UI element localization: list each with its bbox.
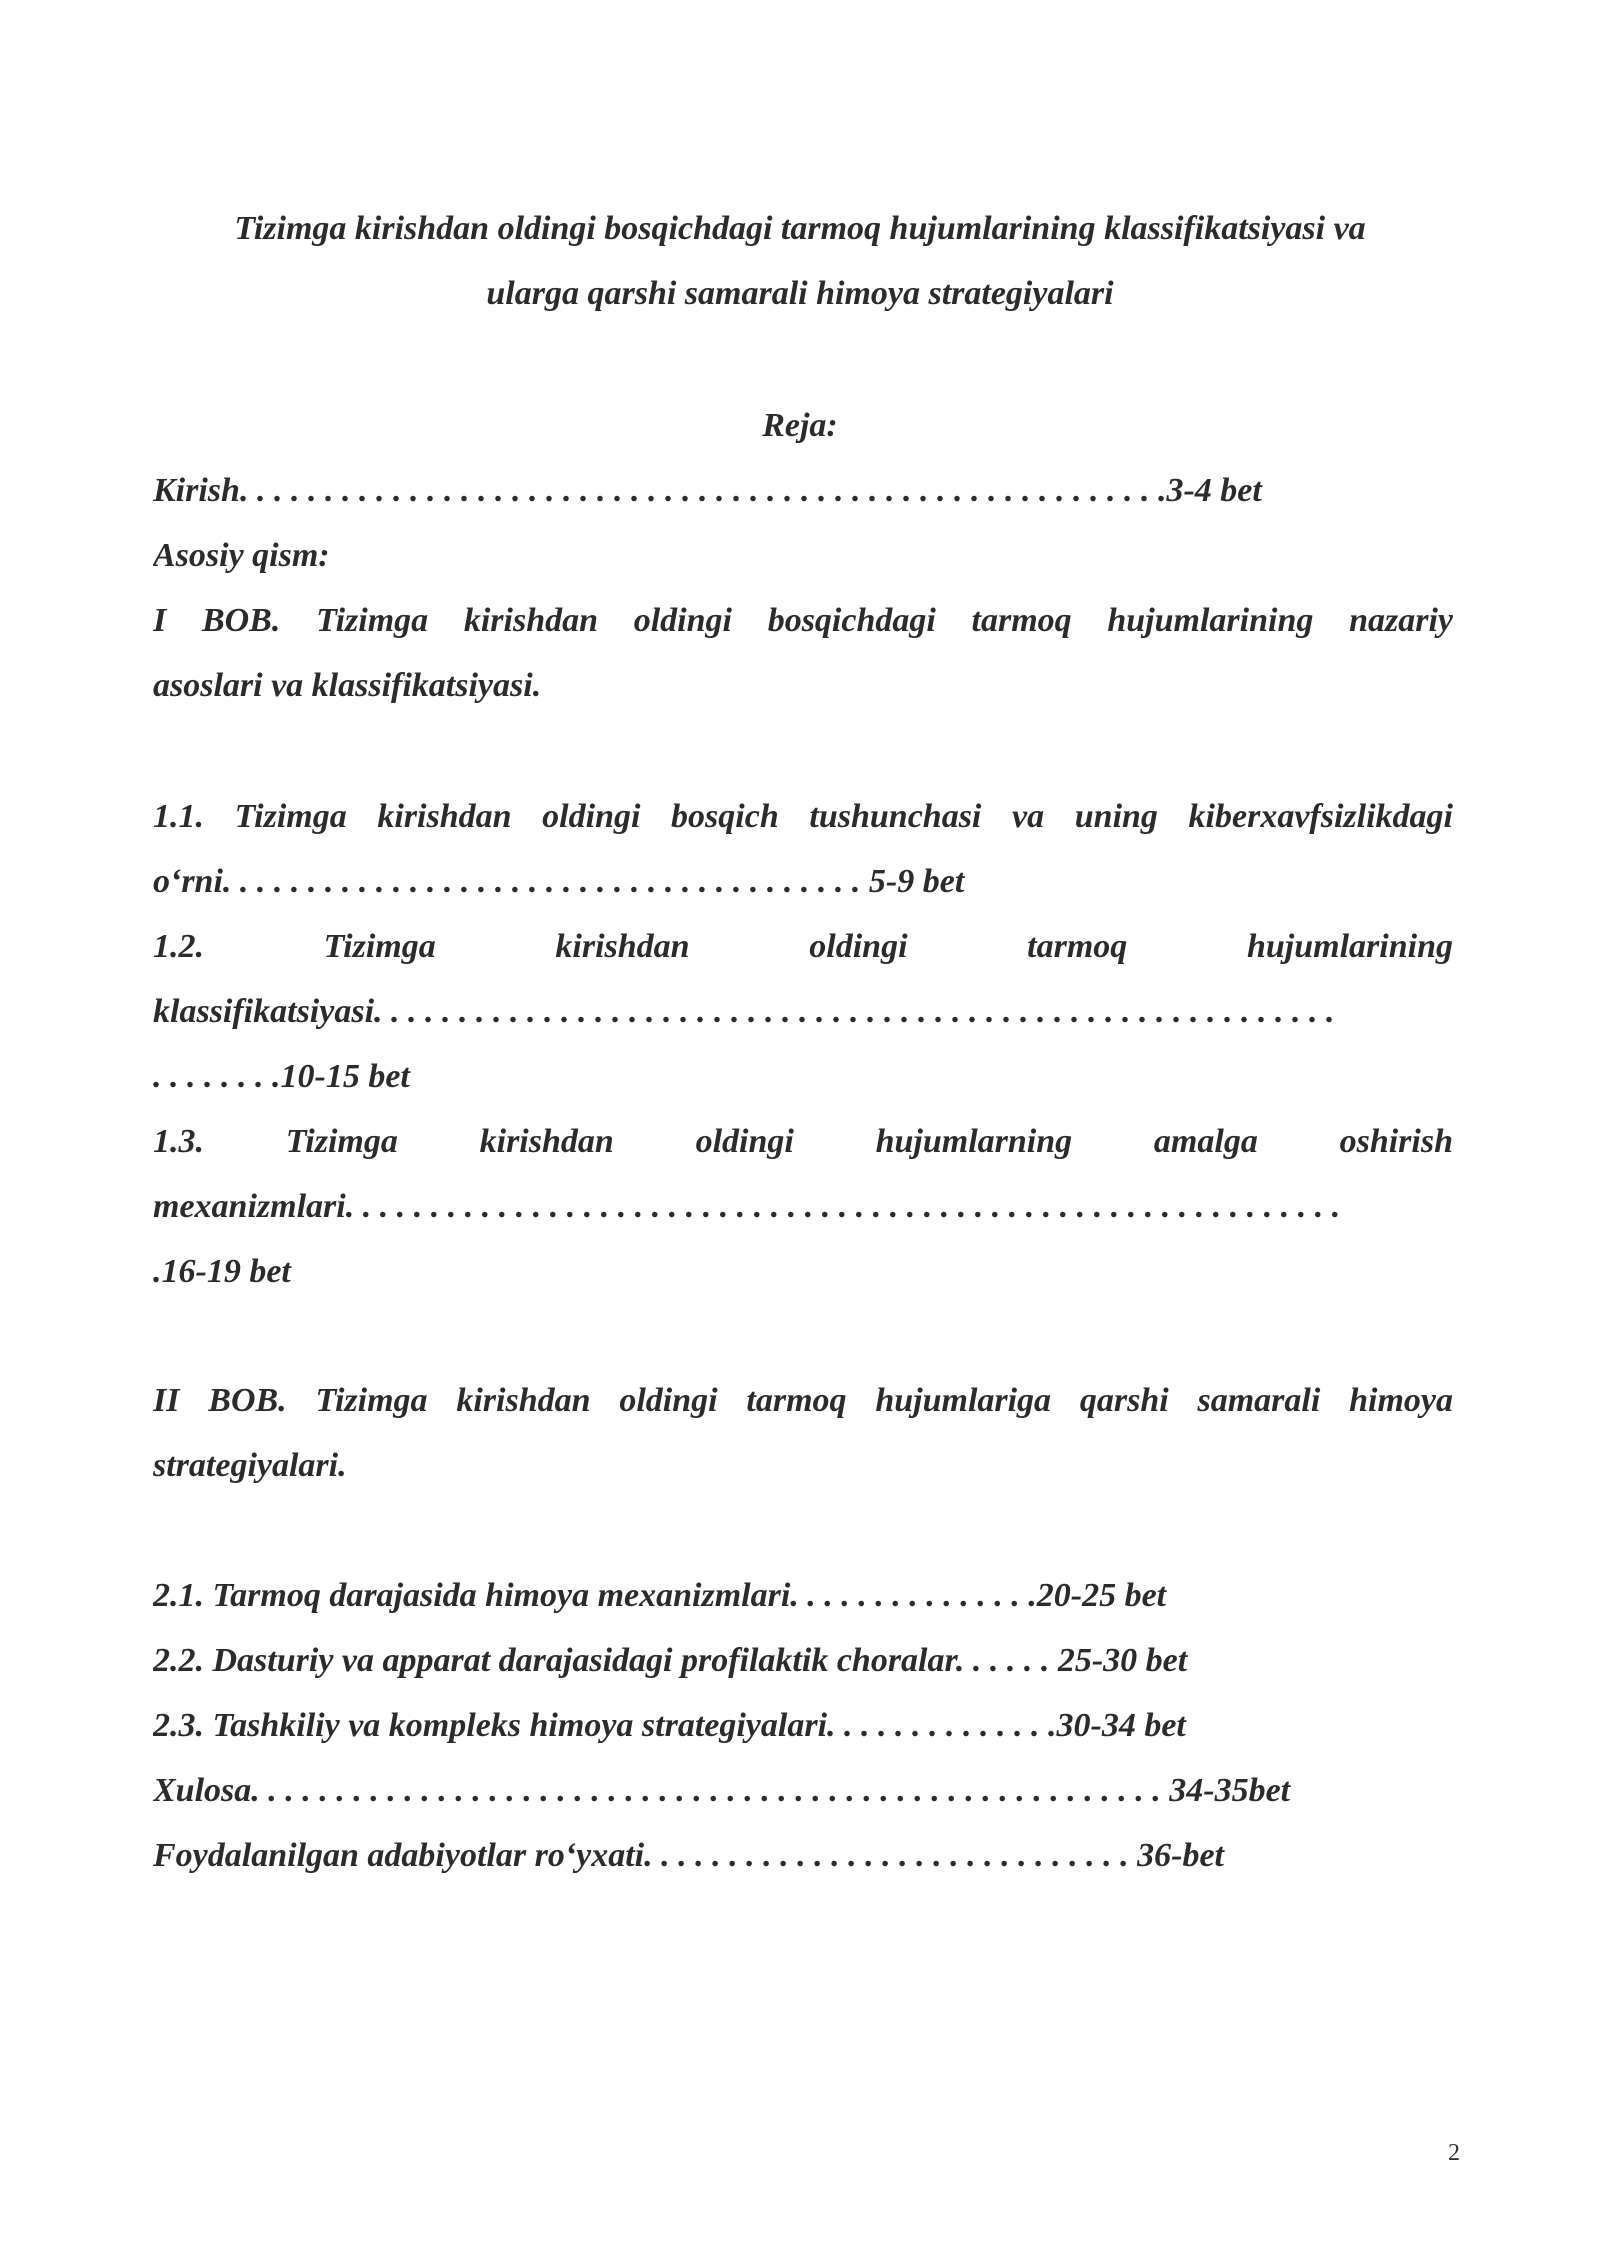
document-title [150,196,1450,326]
toc-entry-1-1-line2: o‘rni. . . . . . . . . . . . . . . . . . . . . . . . . . . . . . . . . . . . . . 5-9 bet [153,863,965,900]
toc-entry-1-3-line3: .16-19 bet [153,1253,291,1290]
toc-entry-xulosa: Xulosa. . . . . . . . . . . . . . . . . . . . . . . . . . . . . . . . . . . . . . . . . . . . . . . . . . . . . . 34-35bet [153,1772,1291,1809]
toc-entry-1-2-line1: 1.2. Tizimga kirishdan oldingi tarmoq hujumlarining [153,928,1453,965]
toc-entry-bob2-line1: II BOB. Tizimga kirishdan oldingi tarmoq hujumlariga qarshi samarali himoya [153,1382,1453,1419]
toc-entry-2-3: 2.3. Tashkiliy va kompleks himoya strategiyalari. . . . . . . . . . . . . .30-34 bet [153,1707,1186,1744]
toc-entry-2-1: 2.1. Tarmoq darajasida himoya mexanizmlari. . . . . . . . . . . . . . .20-25 bet [153,1577,1167,1614]
title-line-1: Tizimga kirishdan oldingi bosqichdagi tarmoq hujumlarining klassifikatsiyasi va [234,210,1366,247]
toc-entry-kirish: Kirish. . . . . . . . . . . . . . . . . . . . . . . . . . . . . . . . . . . . . . . . . . . . . . . . . . . . . . .3-4 bet [153,472,1262,509]
toc-entry-1-2-line3: . . . . . . . .10-15 bet [153,1058,410,1095]
toc-entry-1-2-line2: klassifikatsiyasi. . . . . . . . . . . . . . . . . . . . . . . . . . . . . . . . . . . . . . . . . . . . . . . . . . . . . . . . . [153,993,1335,1030]
toc-entry-bob1-line1: I BOB. Tizimga kirishdan oldingi bosqichdagi tarmoq hujumlarining nazariy [153,602,1453,639]
toc-entry-adabiyotlar: Foydalanilgan adabiyotlar ro‘yxati. . . . . . . . . . . . . . . . . . . . . . . . . . . . . 36-bet [153,1837,1224,1874]
plan-heading: Reja: [762,407,838,444]
toc-entry-asosiy-qism: Asosiy qism: [153,537,330,574]
toc-entry-bob1-line2: asoslari va klassifikatsiyasi. [153,667,542,704]
page-number: 2 [1448,2140,1460,2166]
toc-entry-1-3-line2: mexanizmlari. . . . . . . . . . . . . . . . . . . . . . . . . . . . . . . . . . . . . . . . . . . . . . . . . . . . . . . . . . . [153,1188,1341,1225]
toc-entry-2-2: 2.2. Dasturiy va apparat darajasidagi profilaktik choralar. . . . . . 25-30 bet [153,1642,1188,1679]
title-line-2: ularga qarshi samarali himoya strategiyalari [486,275,1114,312]
toc-entry-bob2-line2: strategiyalari. [153,1447,347,1484]
toc-entry-1-1-line1: 1.1. Tizimga kirishdan oldingi bosqich tushunchasi va uning kiberxavfsizlikdagi [153,798,1453,835]
toc-entry-1-3-line1: 1.3. Tizimga kirishdan oldingi hujumlarning amalga oshirish [153,1123,1453,1160]
